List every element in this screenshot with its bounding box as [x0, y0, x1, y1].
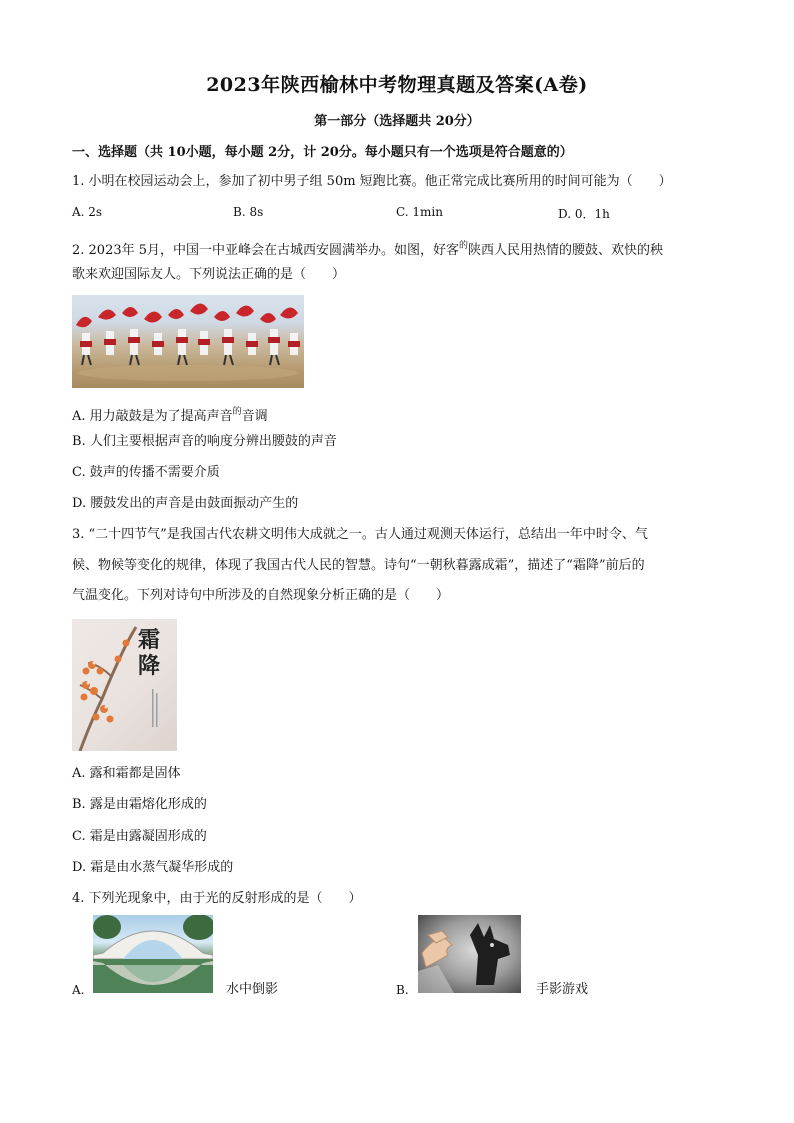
drum-dancers-image [72, 295, 304, 388]
question-1-option-a: A. 2s [72, 205, 103, 219]
question-3-line-3: 气温变化。下列对诗句中所涉及的自然现象分析正确的是（ ） [72, 588, 450, 603]
question-1-option-c: C. 1min [396, 205, 443, 219]
question-2-option-d: D. 腰鼓发出的声音是由鼓面振动产生的 [72, 496, 299, 511]
question-4-option-a-caption: 水中倒影 [226, 982, 279, 997]
question-3-option-a: A. 露和霜都是固体 [72, 766, 181, 781]
question-4-text: 4. 下列光现象中，由于光的反射形成的是（ ） [72, 891, 362, 906]
frost-solar-term-image [72, 619, 177, 751]
question-4-option-a-letter: A. [72, 983, 85, 997]
section-heading: 一、选择题（共 10小题，每小题 2分，计 20分。每小题只有一个选项是符合题意的） [72, 145, 573, 160]
question-4-option-b-letter: B. [396, 983, 409, 997]
frost-title-text: 霜降 [138, 627, 161, 679]
question-3-option-c: C. 霜是由露凝固形成的 [72, 829, 207, 844]
question-1-option-d: D. 0．1h [558, 207, 610, 221]
question-2-option-b: B. 人们主要根据声音的响度分辨出腰鼓的声音 [72, 434, 337, 449]
hand-shadow-image [418, 915, 521, 993]
question-3-option-b: B. 露是由霜熔化形成的 [72, 797, 207, 812]
part-subtitle: 第一部分（选择题共 20分） [314, 114, 480, 129]
question-2-line-2: 歌来欢迎国际友人。下列说法正确的是（ ） [72, 267, 346, 282]
question-3-line-1: 3. “二十四节气”是我国古代农耕文明伟大成就之一。古人通过观测天体运行，总结出一年中时令、气 [72, 527, 648, 542]
page-title: 2023年陕西榆林中考物理真题及答案(A卷) [206, 74, 588, 96]
question-3-line-2: 候、物候等变化的规律，体现了我国古代人民的智慧。诗句“一朝秋暮露成霜”，描述了“霜降”前后的 [72, 558, 645, 573]
question-4-option-b-caption: 手影游戏 [536, 982, 589, 997]
question-2-option-a: A. 用力敲鼓是为了提高声音$^的$音调 [72, 407, 268, 424]
question-2-option-c: C. 鼓声的传播不需要介质 [72, 465, 220, 480]
question-2-line-1: 2. 2023年 5月，中国一中亚峰会在古城西安圆满举办。如图，好客$^的$陕西人民用热情的腰鼓、欢快的秧 [72, 241, 664, 258]
bridge-reflection-image [93, 915, 213, 993]
question-3-option-d: D. 霜是由水蒸气凝华形成的 [72, 860, 234, 875]
question-1-option-b: B. 8s [233, 205, 264, 219]
question-1-text: 1. 小明在校园运动会上，参加了初中男子组 50m 短跑比赛。他正常完成比赛所用的时间可能为（ ） [72, 174, 672, 189]
